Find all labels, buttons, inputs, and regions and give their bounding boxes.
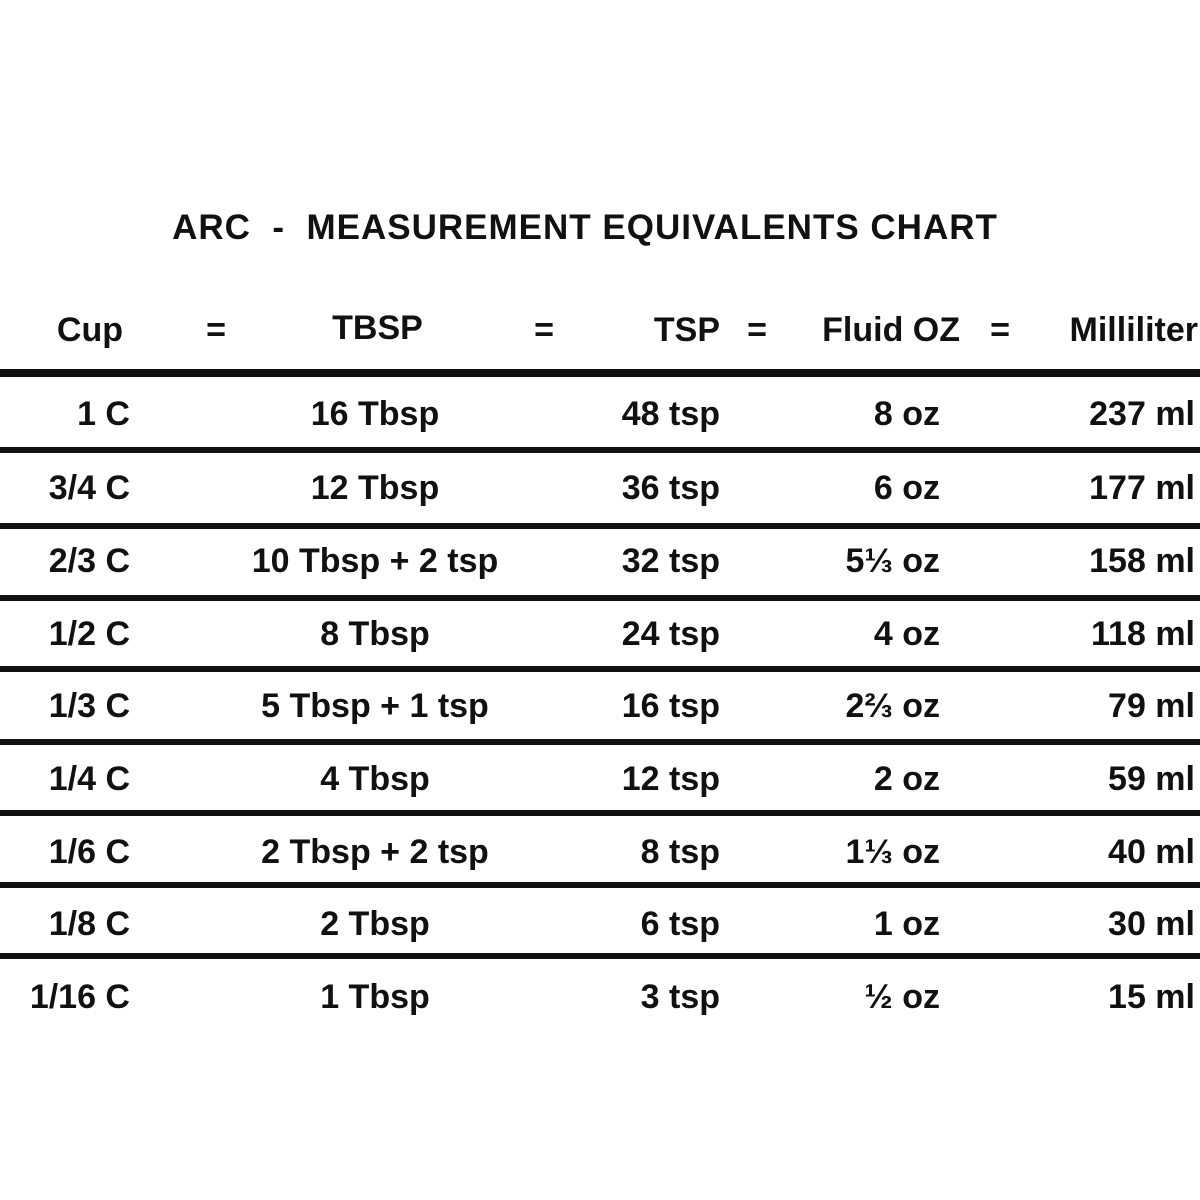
- cell-milliliter: 158 ml: [1089, 542, 1195, 580]
- cell-fluid-oz: 2 oz: [873, 760, 940, 798]
- cell-milliliter: 30 ml: [1108, 905, 1195, 943]
- cell-tsp: 32 tsp: [621, 542, 720, 580]
- cell-fluid-oz: 2⅔ oz: [845, 687, 940, 725]
- header-equals-3: =: [747, 311, 767, 349]
- cell-fluid-oz: 5⅓ oz: [845, 542, 940, 580]
- header-milliliter: Milliliter: [1069, 311, 1198, 349]
- cell-tbsp: 10 Tbsp + 2 tsp: [251, 542, 499, 580]
- cell-cup: 3/4 C: [48, 469, 130, 507]
- row-divider: [0, 739, 1200, 745]
- cell-tbsp: 4 Tbsp: [320, 760, 430, 798]
- header-equals-2: =: [534, 311, 554, 349]
- cell-fluid-oz: 8 oz: [873, 395, 940, 433]
- row-divider: [0, 882, 1200, 888]
- cell-cup: 1/2 C: [48, 615, 130, 653]
- cell-milliliter: 15 ml: [1108, 978, 1195, 1016]
- header-fluid-oz: Fluid OZ: [822, 311, 960, 349]
- cell-tbsp: 12 Tbsp: [310, 469, 440, 507]
- cell-milliliter: 237 ml: [1089, 395, 1195, 433]
- cell-tbsp: 2 Tbsp: [320, 905, 430, 943]
- cell-tsp: 16 tsp: [621, 687, 720, 725]
- row-divider: [0, 595, 1200, 601]
- cell-cup: 1 C: [77, 395, 130, 433]
- header-cup: Cup: [56, 311, 123, 349]
- cell-milliliter: 79 ml: [1108, 687, 1195, 725]
- chart-title: ARC - MEASUREMENT EQUIVALENTS CHART: [172, 208, 998, 247]
- cell-fluid-oz: 1 oz: [873, 905, 940, 943]
- cell-fluid-oz: 4 oz: [873, 615, 940, 653]
- cell-tbsp: 16 Tbsp: [310, 395, 440, 433]
- cell-tsp: 8 tsp: [640, 833, 720, 871]
- cell-tsp: 3 tsp: [640, 978, 720, 1016]
- header-tsp: TSP: [653, 311, 720, 349]
- row-divider: [0, 666, 1200, 672]
- cell-cup: 2/3 C: [48, 542, 130, 580]
- cell-milliliter: 59 ml: [1108, 760, 1195, 798]
- cell-tbsp: 2 Tbsp + 2 tsp: [261, 833, 489, 871]
- cell-tsp: 6 tsp: [640, 905, 720, 943]
- cell-cup: 1/4 C: [48, 760, 130, 798]
- header-equals-1: =: [206, 311, 226, 349]
- row-divider: [0, 369, 1200, 377]
- cell-tsp: 24 tsp: [621, 615, 720, 653]
- cell-tsp: 36 tsp: [621, 469, 720, 507]
- row-divider: [0, 953, 1200, 959]
- cell-tsp: 12 tsp: [621, 760, 720, 798]
- cell-fluid-oz: 6 oz: [873, 469, 940, 507]
- cell-milliliter: 40 ml: [1108, 833, 1195, 871]
- cell-tsp: 48 tsp: [621, 395, 720, 433]
- cell-milliliter: 177 ml: [1089, 469, 1195, 507]
- cell-fluid-oz: 1⅓ oz: [845, 833, 940, 871]
- cell-tbsp: 8 Tbsp: [320, 615, 430, 653]
- header-tbsp: TBSP: [332, 309, 423, 347]
- cell-tbsp: 5 Tbsp + 1 tsp: [261, 687, 489, 725]
- row-divider: [0, 447, 1200, 453]
- cell-cup: 1/8 C: [48, 905, 130, 943]
- row-divider: [0, 810, 1200, 816]
- cell-milliliter: 118 ml: [1091, 615, 1195, 653]
- cell-fluid-oz: ½ oz: [864, 978, 940, 1016]
- cell-tbsp: 1 Tbsp: [320, 978, 430, 1016]
- cell-cup: 1/6 C: [48, 833, 130, 871]
- cell-cup: 1/3 C: [48, 687, 130, 725]
- header-equals-4: =: [990, 311, 1010, 349]
- cell-cup: 1/16 C: [29, 978, 130, 1016]
- row-divider: [0, 523, 1200, 529]
